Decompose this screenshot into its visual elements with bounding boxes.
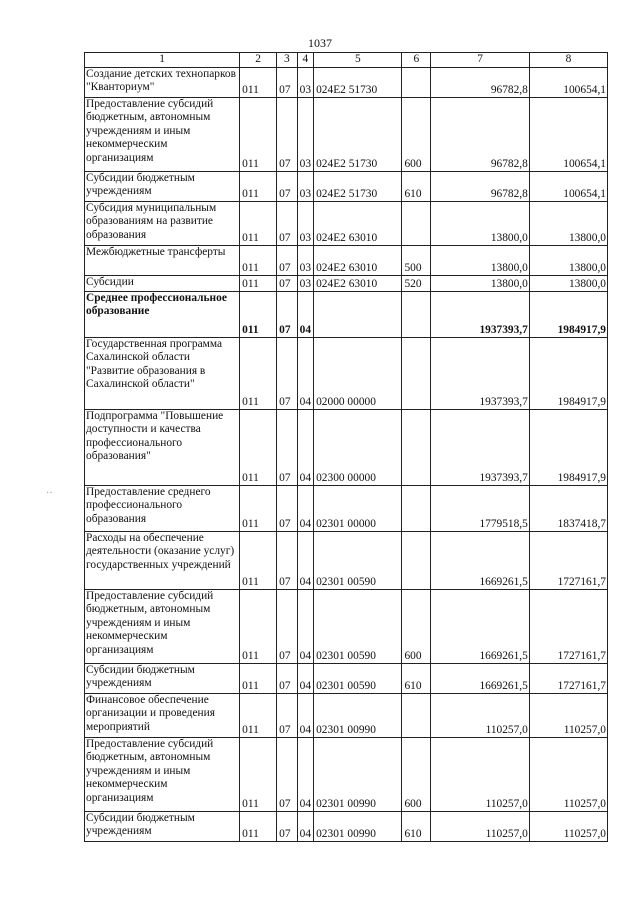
row-expense-type [402, 486, 431, 532]
row-amount-year1: 110257,0 [431, 694, 530, 738]
table-row [85, 246, 608, 276]
row-target-article: 024E2 51730 [314, 172, 402, 202]
row-subsection: 03 [297, 68, 313, 98]
column-header: 7 [431, 53, 530, 68]
row-target-article: 024E2 51730 [314, 68, 402, 98]
row-name: Предоставление субсидий бюджетным, автономным учреждениям и иным некоммерческим организациям [85, 590, 240, 664]
row-expense-type: 600 [402, 738, 431, 812]
row-section: 07 [277, 98, 298, 172]
row-subsection: 04 [297, 664, 313, 694]
row-subsection: 04 [297, 410, 313, 486]
row-amount-year1: 1937393,7 [431, 338, 530, 410]
column-header: 6 [402, 53, 431, 68]
column-header: 8 [529, 53, 607, 68]
row-name: Субсидии бюджетным учреждениям [85, 812, 240, 842]
row-amount-year2: 100654,1 [529, 98, 607, 172]
row-name: Межбюджетные трансферты [85, 246, 240, 276]
row-ministry-code: 011 [240, 664, 277, 694]
row-section: 07 [277, 172, 298, 202]
row-section: 07 [277, 486, 298, 532]
row-amount-year2: 110257,0 [529, 738, 607, 812]
row-name: Субсидии бюджетным учреждениям [85, 172, 240, 202]
row-name: Создание детских технопарков "Кванториум" [85, 68, 240, 98]
row-expense-type [402, 292, 431, 338]
row-amount-year2: 110257,0 [529, 812, 607, 842]
row-section: 07 [277, 68, 298, 98]
row-amount-year2: 110257,0 [529, 694, 607, 738]
row-expense-type [402, 694, 431, 738]
row-amount-year2: 100654,1 [529, 172, 607, 202]
row-amount-year2: 13800,0 [529, 276, 607, 292]
row-target-article: 02301 00590 [314, 532, 402, 590]
row-section: 07 [277, 590, 298, 664]
row-amount-year2: 1727161,7 [529, 590, 607, 664]
row-amount-year1: 1937393,7 [431, 292, 530, 338]
row-amount-year1: 1669261,5 [431, 590, 530, 664]
row-subsection: 04 [297, 694, 313, 738]
row-ministry-code: 011 [240, 532, 277, 590]
row-amount-year1: 1669261,5 [431, 532, 530, 590]
row-ministry-code: 011 [240, 590, 277, 664]
row-ministry-code: 011 [240, 246, 277, 276]
row-ministry-code: 011 [240, 98, 277, 172]
row-amount-year2: 1984917,9 [529, 292, 607, 338]
row-section: 07 [277, 738, 298, 812]
row-section: 07 [277, 246, 298, 276]
row-target-article: 02301 00990 [314, 694, 402, 738]
row-name: Предоставление субсидий бюджетным, автономным учреждениям и иным некоммерческим организациям [85, 98, 240, 172]
row-amount-year1: 13800,0 [431, 276, 530, 292]
table-row [85, 68, 608, 98]
row-ministry-code: 011 [240, 486, 277, 532]
table-row [85, 172, 608, 202]
row-amount-year1: 1669261,5 [431, 664, 530, 694]
column-header: 4 [297, 53, 313, 68]
row-subsection: 03 [297, 98, 313, 172]
table-row [85, 812, 608, 842]
row-amount-year1: 13800,0 [431, 202, 530, 246]
row-amount-year2: 1984917,9 [529, 338, 607, 410]
scan-speck: ·· [46, 488, 53, 499]
row-amount-year2: 1837418,7 [529, 486, 607, 532]
table-row [85, 532, 608, 590]
table-row [85, 410, 608, 486]
row-section: 07 [277, 664, 298, 694]
row-subsection: 04 [297, 532, 313, 590]
table-row [85, 276, 608, 292]
row-subsection: 04 [297, 486, 313, 532]
row-amount-year1: 96782,8 [431, 172, 530, 202]
table-row [85, 486, 608, 532]
row-name: Подпрограмма "Повышение доступности и качества профессионального образования" [85, 410, 240, 486]
row-subsection: 04 [297, 338, 313, 410]
row-ministry-code: 011 [240, 738, 277, 812]
row-section: 07 [277, 338, 298, 410]
table-row [85, 664, 608, 694]
row-expense-type [402, 68, 431, 98]
row-section: 07 [277, 532, 298, 590]
row-name: Финансовое обеспечение организации и проведения мероприятий [85, 694, 240, 738]
row-target-article: 024E2 63010 [314, 202, 402, 246]
row-subsection: 04 [297, 738, 313, 812]
row-ministry-code: 011 [240, 276, 277, 292]
row-subsection: 03 [297, 172, 313, 202]
row-ministry-code: 011 [240, 292, 277, 338]
row-expense-type: 600 [402, 590, 431, 664]
row-amount-year1: 110257,0 [431, 738, 530, 812]
row-amount-year2: 13800,0 [529, 246, 607, 276]
row-amount-year2: 1984917,9 [529, 410, 607, 486]
row-target-article: 02301 00990 [314, 812, 402, 842]
row-target-article: 02300 00000 [314, 410, 402, 486]
row-expense-type [402, 338, 431, 410]
row-target-article: 024E2 63010 [314, 246, 402, 276]
row-ministry-code: 011 [240, 812, 277, 842]
table-row [85, 292, 608, 338]
row-target-article: 02301 00590 [314, 590, 402, 664]
table-row [85, 590, 608, 664]
row-name: Государственная программа Сахалинской области "Развитие образования в Сахалинской области" [85, 338, 240, 410]
row-expense-type: 610 [402, 172, 431, 202]
row-ministry-code: 011 [240, 410, 277, 486]
row-expense-type [402, 202, 431, 246]
row-target-article: 024E2 51730 [314, 98, 402, 172]
row-expense-type: 600 [402, 98, 431, 172]
table-row [85, 338, 608, 410]
table-row [85, 738, 608, 812]
row-amount-year1: 1937393,7 [431, 410, 530, 486]
row-amount-year1: 96782,8 [431, 98, 530, 172]
row-expense-type: 520 [402, 276, 431, 292]
row-amount-year2: 1727161,7 [529, 532, 607, 590]
row-section: 07 [277, 812, 298, 842]
row-name: Субсидия муниципальным образованиям на развитие образования [85, 202, 240, 246]
row-ministry-code: 011 [240, 172, 277, 202]
row-section: 07 [277, 292, 298, 338]
row-name: Субсидии бюджетным учреждениям [85, 664, 240, 694]
page-number: 1037 [308, 36, 332, 50]
row-section: 07 [277, 202, 298, 246]
row-expense-type [402, 410, 431, 486]
row-ministry-code: 011 [240, 338, 277, 410]
row-name: Расходы на обеспечение деятельности (оказание услуг) государственных учреждений [85, 532, 240, 590]
row-amount-year2: 100654,1 [529, 68, 607, 98]
row-ministry-code: 011 [240, 694, 277, 738]
row-name: Предоставление среднего профессионального образования [85, 486, 240, 532]
row-subsection: 03 [297, 276, 313, 292]
budget-table [84, 52, 608, 842]
row-subsection: 04 [297, 590, 313, 664]
column-header: 3 [277, 53, 298, 68]
row-amount-year1: 13800,0 [431, 246, 530, 276]
row-name: Среднее профессиональное образование [85, 292, 240, 338]
row-target-article: 02301 00590 [314, 664, 402, 694]
row-amount-year1: 110257,0 [431, 812, 530, 842]
row-target-article: 024E2 63010 [314, 276, 402, 292]
row-amount-year1: 96782,8 [431, 68, 530, 98]
column-header-row [85, 53, 608, 68]
table-row [85, 694, 608, 738]
row-section: 07 [277, 410, 298, 486]
row-expense-type: 610 [402, 664, 431, 694]
row-section: 07 [277, 694, 298, 738]
row-subsection: 04 [297, 812, 313, 842]
column-header: 2 [240, 53, 277, 68]
row-target-article: 02301 00990 [314, 738, 402, 812]
row-expense-type: 500 [402, 246, 431, 276]
row-name: Субсидии [85, 276, 240, 292]
row-ministry-code: 011 [240, 68, 277, 98]
row-expense-type: 610 [402, 812, 431, 842]
row-subsection: 03 [297, 246, 313, 276]
row-expense-type [402, 532, 431, 590]
row-target-article: 02301 00000 [314, 486, 402, 532]
row-ministry-code: 011 [240, 202, 277, 246]
row-subsection: 04 [297, 292, 313, 338]
row-amount-year2: 1727161,7 [529, 664, 607, 694]
table-row [85, 202, 608, 246]
column-header: 5 [314, 53, 402, 68]
row-amount-year2: 13800,0 [529, 202, 607, 246]
column-header: 1 [85, 53, 240, 68]
row-amount-year1: 1779518,5 [431, 486, 530, 532]
row-subsection: 03 [297, 202, 313, 246]
table-row [85, 98, 608, 172]
row-target-article: 02000 00000 [314, 338, 402, 410]
row-section: 07 [277, 276, 298, 292]
row-target-article [314, 292, 402, 338]
row-name: Предоставление субсидий бюджетным, автономным учреждениям и иным некоммерческим организациям [85, 738, 240, 812]
